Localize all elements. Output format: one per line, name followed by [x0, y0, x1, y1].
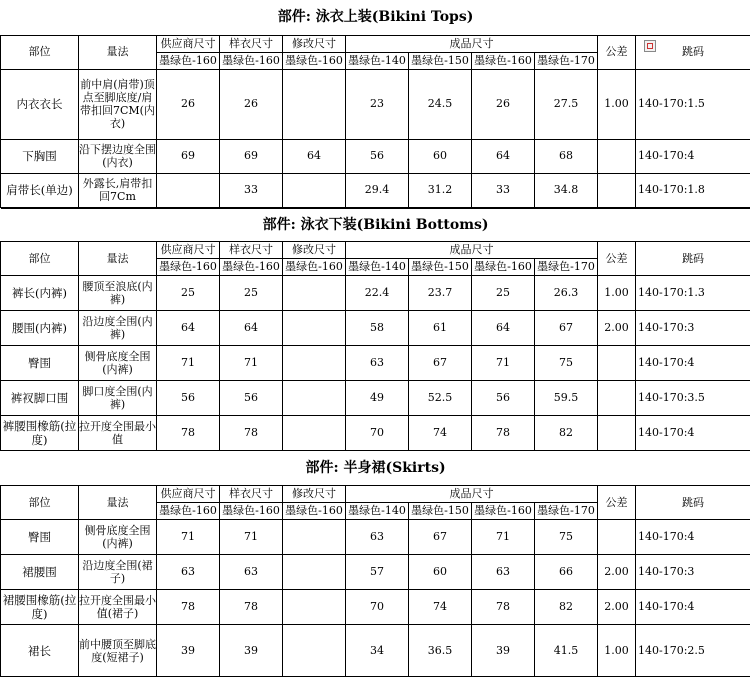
cell-tolerance: 1.00	[598, 69, 636, 139]
cell-finished-160: 63	[472, 555, 535, 590]
cell-tolerance: 1.00	[598, 625, 636, 677]
header-size-color: 墨绿色-160	[157, 259, 220, 276]
cell-position: 裤腰围橡筋(拉度)	[1, 416, 79, 451]
cell-modified-size	[283, 416, 346, 451]
cell-supplier-size	[157, 173, 220, 207]
cell-finished-170: 34.8	[535, 173, 598, 207]
cell-finished-170: 82	[535, 416, 598, 451]
cell-tolerance	[598, 520, 636, 555]
cell-modified-size	[283, 173, 346, 207]
header-size-color: 墨绿色-160	[283, 52, 346, 69]
spec-table	[0, 0, 750, 208]
table-row	[1, 416, 750, 451]
cell-position: 裙长	[1, 625, 79, 677]
cell-finished-140: 56	[346, 139, 409, 173]
section-title: 部件: 半身裙(Skirts)	[1, 451, 750, 486]
cell-modified-size: 64	[283, 139, 346, 173]
cell-supplier-size: 78	[157, 590, 220, 625]
cell-tolerance	[598, 173, 636, 207]
cell-sample-size: 25	[220, 276, 283, 311]
header-method: 量法	[79, 242, 157, 276]
cell-sample-size: 39	[220, 625, 283, 677]
header-tolerance: 公差	[598, 35, 636, 69]
cell-supplier-size: 71	[157, 520, 220, 555]
cell-finished-150: 74	[409, 590, 472, 625]
cell-sample-size: 78	[220, 590, 283, 625]
cell-modified-size	[283, 625, 346, 677]
header-sample-size: 样衣尺寸	[220, 486, 283, 503]
cell-sample-size: 69	[220, 139, 283, 173]
cell-sample-size: 71	[220, 520, 283, 555]
cell-finished-170: 82	[535, 590, 598, 625]
cell-position: 裙腰围橡筋(拉度)	[1, 590, 79, 625]
cell-finished-140: 23	[346, 69, 409, 139]
cell-method: 前中肩(肩带)顶点至脚底度/肩带扣回7CM(内衣)	[79, 69, 157, 139]
header-size-color: 墨绿色-160	[220, 503, 283, 520]
table-row	[1, 173, 750, 207]
cell-finished-160: 26	[472, 69, 535, 139]
cell-finished-160: 71	[472, 346, 535, 381]
cell-supplier-size: 64	[157, 311, 220, 346]
cell-supplier-size: 26	[157, 69, 220, 139]
cell-grading: 140-170:2.5	[636, 625, 750, 677]
header-supplier-size: 供应商尺寸	[157, 35, 220, 52]
spec-table	[0, 450, 750, 677]
cell-tolerance	[598, 346, 636, 381]
header-tolerance: 公差	[598, 486, 636, 520]
cell-finished-140: 34	[346, 625, 409, 677]
header-size-color: 墨绿色-160	[472, 259, 535, 276]
cell-grading: 140-170:3	[636, 311, 750, 346]
cell-finished-150: 60	[409, 139, 472, 173]
header-size-color: 墨绿色-160	[283, 503, 346, 520]
header-position: 部位	[1, 242, 79, 276]
section-title: 部件: 泳衣上装(Bikini Tops)	[1, 0, 750, 35]
cell-finished-140: 70	[346, 590, 409, 625]
cell-sample-size: 56	[220, 381, 283, 416]
cell-finished-140: 57	[346, 555, 409, 590]
cell-finished-150: 23.7	[409, 276, 472, 311]
cell-position: 臀围	[1, 346, 79, 381]
header-finished-size: 成品尺寸	[346, 242, 598, 259]
cell-finished-150: 61	[409, 311, 472, 346]
cell-finished-170: 27.5	[535, 69, 598, 139]
cell-grading: 140-170:4	[636, 139, 750, 173]
cell-finished-160: 78	[472, 590, 535, 625]
cell-method: 沿边度全围(裙子)	[79, 555, 157, 590]
header-grading: 跳码	[636, 242, 750, 276]
cell-supplier-size: 25	[157, 276, 220, 311]
cell-sample-size: 63	[220, 555, 283, 590]
header-modified-size: 修改尺寸	[283, 35, 346, 52]
table-row	[1, 555, 750, 590]
header-position: 部位	[1, 35, 79, 69]
cell-grading: 140-170:4	[636, 590, 750, 625]
cell-finished-170: 75	[535, 346, 598, 381]
cell-grading: 140-170:1.3	[636, 276, 750, 311]
table-row	[1, 276, 750, 311]
cell-sample-size: 33	[220, 173, 283, 207]
cell-finished-160: 33	[472, 173, 535, 207]
header-size-color: 墨绿色-140	[346, 259, 409, 276]
cell-finished-150: 67	[409, 346, 472, 381]
cell-tolerance: 2.00	[598, 311, 636, 346]
cell-tolerance: 2.00	[598, 590, 636, 625]
header-size-color: 墨绿色-160	[283, 259, 346, 276]
cell-grading: 140-170:4	[636, 416, 750, 451]
header-method: 量法	[79, 35, 157, 69]
header-modified-size: 修改尺寸	[283, 242, 346, 259]
cell-modified-size	[283, 346, 346, 381]
cell-method: 沿边度全围(内裤)	[79, 311, 157, 346]
cell-finished-170: 66	[535, 555, 598, 590]
table-row	[1, 590, 750, 625]
header-tolerance: 公差	[598, 242, 636, 276]
cell-supplier-size: 56	[157, 381, 220, 416]
cell-method: 侧骨底度全围(内裤)	[79, 346, 157, 381]
header-size-color: 墨绿色-160	[220, 259, 283, 276]
cell-modified-size	[283, 311, 346, 346]
header-method: 量法	[79, 486, 157, 520]
header-size-color: 墨绿色-160	[157, 503, 220, 520]
cell-supplier-size: 63	[157, 555, 220, 590]
cell-position: 下胸围	[1, 139, 79, 173]
header-size-color: 墨绿色-150	[409, 503, 472, 520]
cell-modified-size	[283, 520, 346, 555]
cell-modified-size	[283, 69, 346, 139]
header-size-color: 墨绿色-140	[346, 52, 409, 69]
section-title: 部件: 泳衣下装(Bikini Bottoms)	[1, 209, 750, 242]
cell-finished-140: 70	[346, 416, 409, 451]
cell-finished-150: 24.5	[409, 69, 472, 139]
cell-method: 脚口度全围(内裤)	[79, 381, 157, 416]
cell-sample-size: 64	[220, 311, 283, 346]
cell-method: 拉开度全围最小值	[79, 416, 157, 451]
cell-method: 前中腰顶至脚底度(短裙子)	[79, 625, 157, 677]
table-row	[1, 69, 750, 139]
cell-finished-170: 67	[535, 311, 598, 346]
cell-finished-140: 63	[346, 520, 409, 555]
cell-sample-size: 71	[220, 346, 283, 381]
cell-position: 裙腰围	[1, 555, 79, 590]
header-supplier-size: 供应商尺寸	[157, 486, 220, 503]
spec-table	[0, 208, 750, 451]
cell-position: 腰围(内裤)	[1, 311, 79, 346]
cell-tolerance: 2.00	[598, 555, 636, 590]
cell-finished-150: 67	[409, 520, 472, 555]
header-sample-size: 样衣尺寸	[220, 242, 283, 259]
cell-finished-160: 64	[472, 311, 535, 346]
header-size-color: 墨绿色-140	[346, 503, 409, 520]
cell-position: 肩带长(单边)	[1, 173, 79, 207]
cell-finished-150: 31.2	[409, 173, 472, 207]
cell-sample-size: 26	[220, 69, 283, 139]
cell-supplier-size: 69	[157, 139, 220, 173]
table-row	[1, 381, 750, 416]
cell-finished-170: 59.5	[535, 381, 598, 416]
cell-modified-size	[283, 590, 346, 625]
cell-finished-170: 75	[535, 520, 598, 555]
cell-finished-140: 58	[346, 311, 409, 346]
header-modified-size: 修改尺寸	[283, 486, 346, 503]
cell-grading: 140-170:1.8	[636, 173, 750, 207]
table-row	[1, 520, 750, 555]
header-sample-size: 样衣尺寸	[220, 35, 283, 52]
header-size-color: 墨绿色-170	[535, 52, 598, 69]
cell-finished-170: 26.3	[535, 276, 598, 311]
cell-method: 外露长,肩带扣回7Cm	[79, 173, 157, 207]
cell-grading: 140-170:4	[636, 346, 750, 381]
table-row	[1, 346, 750, 381]
header-size-color: 墨绿色-170	[535, 503, 598, 520]
cell-grading: 140-170:3	[636, 555, 750, 590]
cell-finished-170: 68	[535, 139, 598, 173]
cell-method: 拉开度全围最小值(裙子)	[79, 590, 157, 625]
header-position: 部位	[1, 486, 79, 520]
header-size-color: 墨绿色-150	[409, 259, 472, 276]
cell-grading: 140-170:3.5	[636, 381, 750, 416]
cell-supplier-size: 39	[157, 625, 220, 677]
header-size-color: 墨绿色-170	[535, 259, 598, 276]
cell-grading: 140-170:4	[636, 520, 750, 555]
broken-image-icon	[644, 40, 656, 52]
cell-supplier-size: 78	[157, 416, 220, 451]
cell-finished-150: 74	[409, 416, 472, 451]
cell-finished-160: 71	[472, 520, 535, 555]
header-grading: 跳码	[636, 486, 750, 520]
cell-modified-size	[283, 381, 346, 416]
table-row	[1, 625, 750, 677]
cell-finished-150: 36.5	[409, 625, 472, 677]
cell-finished-140: 49	[346, 381, 409, 416]
cell-method: 沿下摆边度全围(内衣)	[79, 139, 157, 173]
cell-supplier-size: 71	[157, 346, 220, 381]
cell-grading: 140-170:1.5	[636, 69, 750, 139]
cell-finished-150: 60	[409, 555, 472, 590]
header-size-color: 墨绿色-160	[472, 503, 535, 520]
cell-position: 臀围	[1, 520, 79, 555]
cell-finished-140: 29.4	[346, 173, 409, 207]
cell-modified-size	[283, 555, 346, 590]
cell-finished-160: 78	[472, 416, 535, 451]
header-finished-size: 成品尺寸	[346, 35, 598, 52]
header-size-color: 墨绿色-160	[157, 52, 220, 69]
cell-finished-150: 52.5	[409, 381, 472, 416]
table-row	[1, 311, 750, 346]
header-size-color: 墨绿色-160	[220, 52, 283, 69]
header-finished-size: 成品尺寸	[346, 486, 598, 503]
header-supplier-size: 供应商尺寸	[157, 242, 220, 259]
table-row	[1, 139, 750, 173]
cell-position: 裤长(内裤)	[1, 276, 79, 311]
cell-finished-140: 22.4	[346, 276, 409, 311]
cell-finished-160: 39	[472, 625, 535, 677]
cell-tolerance	[598, 416, 636, 451]
cell-finished-160: 25	[472, 276, 535, 311]
cell-method: 腰顶至浪底(内裤)	[79, 276, 157, 311]
cell-method: 侧骨底度全围(内裤)	[79, 520, 157, 555]
cell-position: 内衣衣长	[1, 69, 79, 139]
cell-finished-170: 41.5	[535, 625, 598, 677]
cell-tolerance	[598, 381, 636, 416]
cell-finished-160: 64	[472, 139, 535, 173]
header-size-color: 墨绿色-160	[472, 52, 535, 69]
cell-finished-160: 56	[472, 381, 535, 416]
header-size-color: 墨绿色-150	[409, 52, 472, 69]
cell-tolerance	[598, 139, 636, 173]
cell-sample-size: 78	[220, 416, 283, 451]
header-grading: 跳码	[636, 35, 750, 69]
cell-tolerance: 1.00	[598, 276, 636, 311]
cell-finished-140: 63	[346, 346, 409, 381]
cell-modified-size	[283, 276, 346, 311]
cell-position: 裤衩脚口围	[1, 381, 79, 416]
